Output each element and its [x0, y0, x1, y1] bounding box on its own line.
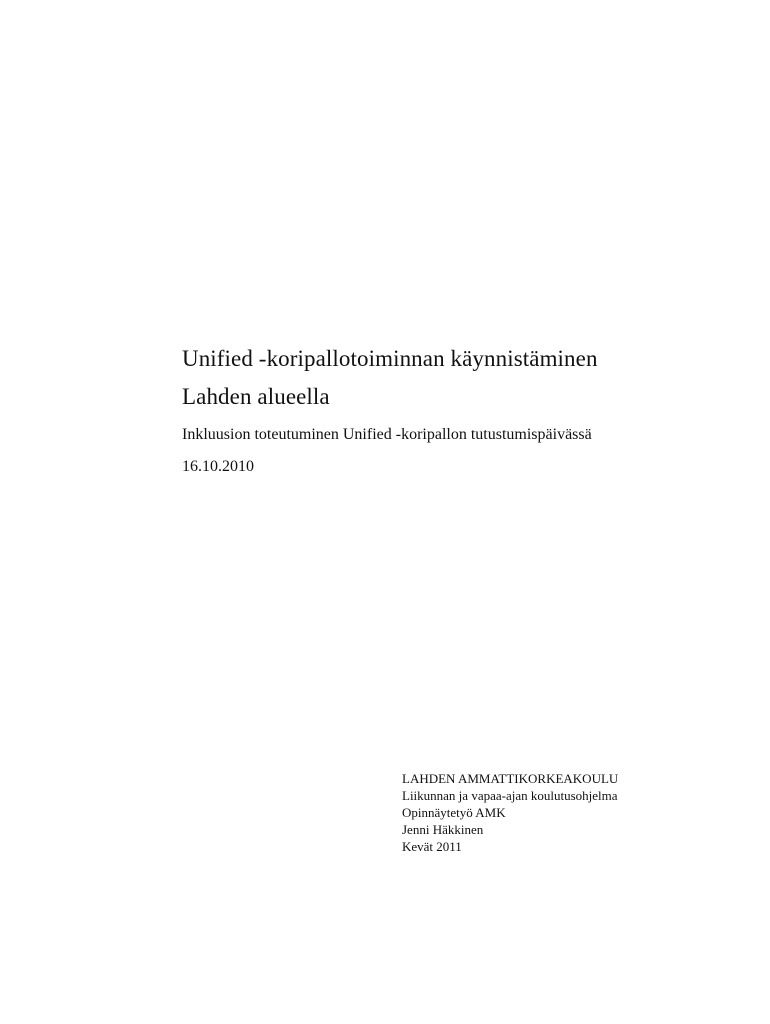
thesis-title-line-1: Unified -koripallotoiminnan käynnistäminen: [182, 346, 598, 371]
thesis-subtitle: Inkluusion toteutuminen Unified -koripallon tutustumispäivässä: [182, 426, 592, 443]
thesis-type: Opinnäytetyö AMK: [402, 805, 506, 820]
degree-programme: Liikunnan ja vapaa-ajan koulutusohjelma: [402, 788, 618, 803]
institution-name: LAHDEN AMMATTIKORKEAKOULU: [402, 771, 619, 786]
thesis-title-line-2: Lahden alueella: [182, 384, 330, 409]
author-name: Jenni Häkkinen: [402, 822, 484, 837]
title-block: [182, 340, 742, 478]
author-info-block: [402, 770, 742, 855]
thesis-date: 16.10.2010: [182, 458, 254, 475]
term: Kevät 2011: [402, 839, 462, 854]
